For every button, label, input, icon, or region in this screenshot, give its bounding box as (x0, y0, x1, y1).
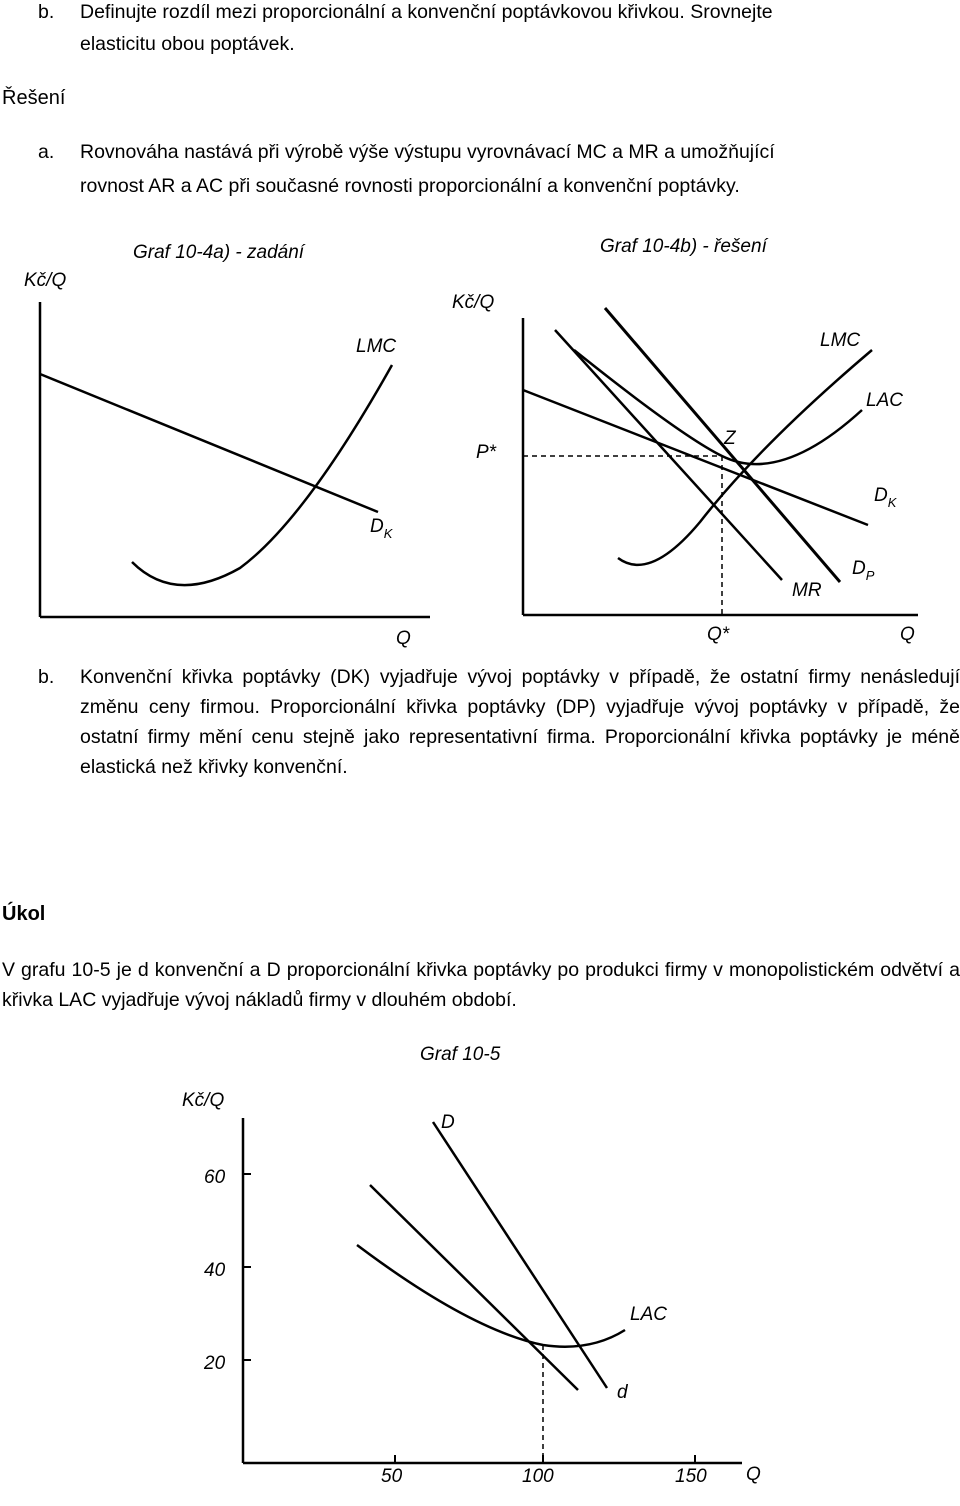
answer-a-marker: a. (38, 141, 55, 163)
graph-c-title: Graf 10-5 (420, 1044, 501, 1065)
question-b-marker: b. (38, 1, 55, 23)
graph-b-dp-label (852, 558, 875, 583)
graph-b-dk-subscript: K (887, 495, 897, 510)
graph-c-d-curve (433, 1122, 607, 1388)
graph-c-x-tick-label-50: 50 (381, 1466, 403, 1487)
graph-a-lmc-label: LMC (356, 336, 397, 357)
graph-c-y-tick-label-60: 60 (204, 1167, 226, 1188)
graph-b-pstar-label: P* (476, 442, 497, 463)
answer-a-line1: Rovnováha nastává při výrobě výše výstupu vyrovnávací MC a MR a umožňující (80, 141, 775, 163)
graph-c-x-tick-label-100: 100 (522, 1466, 554, 1487)
graph-c-y-tick-label-20: 20 (204, 1353, 226, 1374)
graph-b-qstar-label: Q* (707, 624, 730, 645)
answer-b-marker: b. (38, 666, 55, 688)
graph-b-title: Graf 10-4b) - řešení (600, 236, 767, 257)
graph-c-x-tick-label-150: 150 (675, 1466, 707, 1487)
graph-c-D-label: D (441, 1112, 455, 1133)
graph-c-y-tick-label-40: 40 (204, 1260, 226, 1281)
graph-a-dk-letter: D (370, 516, 384, 537)
graph-b-x-axis-label: Q (900, 624, 915, 645)
graph-a-lmc-curve (132, 365, 392, 585)
graph-c-x-axis-label: Q (746, 1464, 761, 1485)
question-b-line1: Definujte rozdíl mezi proporcionální a konvenční poptávkovou křivkou. Srovnejte (80, 1, 773, 23)
question-b-line2: elasticitu obou poptávek. (80, 33, 295, 55)
graph-b-dp-letter: D (852, 558, 866, 579)
graph-10-4a (24, 242, 430, 649)
graph-b-dp-subscript: P (865, 568, 875, 583)
graph-b-z-label: Z (724, 428, 736, 449)
graph-b-mr-label: MR (792, 580, 822, 601)
graph-b-dk-curve (523, 390, 868, 525)
graph-b-lmc-label: LMC (820, 330, 861, 351)
graph-b-dk-letter: D (874, 485, 888, 506)
graph-a-title: Graf 10-4a) - zadání (133, 242, 305, 263)
graph-10-4b (452, 236, 918, 645)
graph-c-d-label: d (617, 1382, 628, 1403)
graph-c-D-curve (370, 1185, 578, 1390)
graph-b-lmc-curve (618, 350, 872, 565)
graph-b-dk-label (874, 485, 898, 510)
graph-a-dk-curve (40, 374, 378, 512)
solution-heading: Řešení (2, 87, 66, 109)
task-text: V grafu 10-5 je d konvenční a D proporcionální křivka poptávky po produkci firmy v monopolistickém odvětví a křivka LAC vyjadřuje vývoj nákladů firmy v dlouhém období. (2, 959, 960, 1011)
answer-b-text: Konvenční křivka poptávky (DK) vyjadřuje vývoj poptávky v případě, že ostatní firmy nenásledují změnu ceny firmou. Proporcionální křivka poptávky (DP) vyjadřuje vývoj poptávky v případě, že ostatní firmy mění cenu stejně jako representativní firma. Proporcionální křivka poptávky je méně elastická než křivky konvenční. (80, 666, 960, 778)
answer-a-line2: rovnost AR a AC při současné rovnosti proporcionální a konvenční poptávky. (80, 175, 740, 197)
graph-a-y-axis-label: Kč/Q (24, 270, 67, 291)
graph-a-dk-label (370, 516, 394, 541)
graph-b-lac-curve (574, 350, 862, 464)
graph-b-y-axis-label: Kč/Q (452, 292, 495, 313)
graph-10-4-figure (0, 210, 960, 650)
graph-a-dk-subscript: K (383, 526, 393, 541)
graph-b-lac-label: LAC (866, 390, 903, 411)
graph-b-mr-curve (555, 330, 782, 580)
graph-c-lac-label: LAC (630, 1304, 667, 1325)
graph-10-5-figure (0, 1030, 960, 1506)
task-heading: Úkol (2, 903, 46, 925)
graph-a-x-axis-label: Q (396, 628, 411, 649)
graph-c-lac-curve (357, 1245, 625, 1347)
graph-c-y-axis-label: Kč/Q (182, 1090, 225, 1111)
